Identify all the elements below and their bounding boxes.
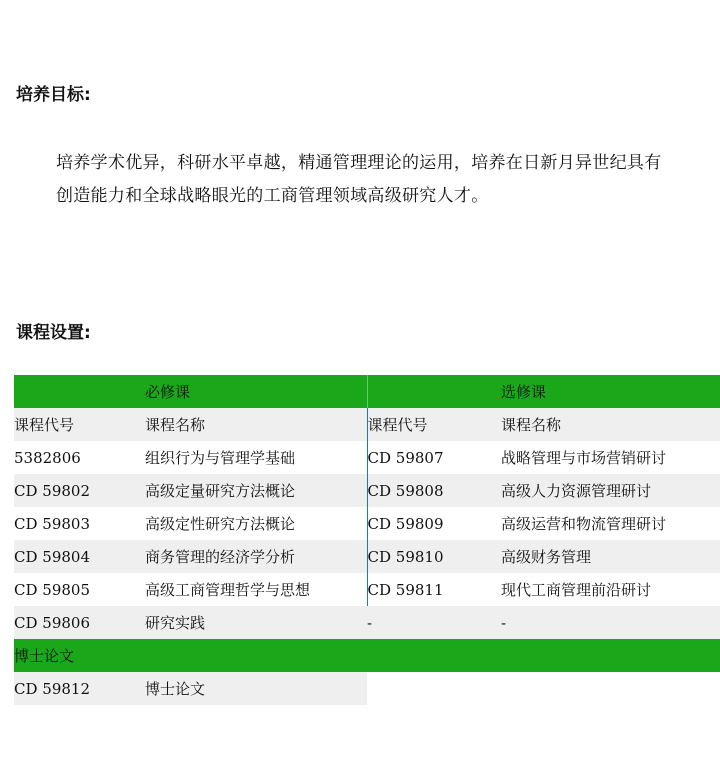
required-course-name: 高级工商管理哲学与思想 — [145, 573, 367, 606]
elective-course-code: CD 59807 — [367, 448, 444, 467]
elective-course-name: - — [501, 606, 720, 639]
goal-paragraph — [56, 147, 712, 213]
required-course-name: 组织行为与管理学基础 — [145, 441, 367, 474]
table-row — [14, 441, 720, 474]
table-row — [14, 474, 720, 507]
required-course-code: CD 59805 — [14, 580, 90, 599]
table-row — [14, 606, 720, 639]
required-course-code: CD 59803 — [14, 514, 90, 533]
elective-course-name: 高级人力资源管理研讨 — [501, 474, 720, 507]
required-course-code: CD 59802 — [14, 474, 145, 507]
table-row — [14, 672, 720, 705]
course-table — [14, 375, 720, 705]
course-heading: 课程设置: — [16, 323, 91, 343]
required-label: 必修课 — [145, 375, 367, 408]
required-course-code: 5382806 — [14, 448, 81, 467]
required-course-name: 商务管理的经济学分析 — [145, 540, 367, 573]
elective-label: 选修课 — [501, 375, 720, 408]
thesis-course-code: CD 59812 — [14, 672, 145, 705]
column-header-code: 课程代号 — [14, 408, 145, 441]
required-course-name: 高级定性研究方法概论 — [145, 507, 367, 540]
elective-course-name: 高级财务管理 — [501, 540, 720, 573]
elective-course-name: 高级运营和物流管理研讨 — [501, 515, 667, 533]
elective-course-code: CD 59808 — [367, 474, 501, 507]
goal-text-line-1: 培养学术优异，科研水平卓越，精通管理理论的运用，培养在日新月异世纪具有 — [56, 153, 662, 173]
column-header-name: 课程名称 — [501, 408, 720, 441]
thesis-header-row — [14, 639, 720, 672]
table-row — [14, 573, 720, 606]
column-header-code: 课程代号 — [367, 408, 501, 441]
table-row — [14, 540, 720, 573]
elective-course-code: CD 59811 — [367, 580, 444, 599]
elective-course-code: CD 59809 — [367, 514, 444, 533]
column-header-row — [14, 408, 720, 441]
elective-course-code: CD 59810 — [367, 540, 501, 573]
required-course-name: 研究实践 — [145, 606, 367, 639]
thesis-course-name: 博士论文 — [145, 672, 367, 705]
section-header-row — [14, 375, 720, 408]
required-course-code: CD 59804 — [14, 540, 145, 573]
elective-course-name: 战略管理与市场营销研讨 — [501, 449, 667, 467]
goal-text-line-2: 创造能力和全球战略眼光的工商管理领域高级研究人才。 — [56, 186, 489, 206]
table-row — [14, 507, 720, 540]
required-course-name: 高级定量研究方法概论 — [145, 474, 367, 507]
elective-course-name: 现代工商管理前沿研讨 — [501, 581, 652, 599]
column-header-name: 课程名称 — [145, 408, 367, 441]
thesis-label: 博士论文 — [14, 639, 720, 672]
goal-heading: 培养目标: — [16, 85, 91, 105]
required-course-code: CD 59806 — [14, 606, 145, 639]
elective-course-code: - — [367, 606, 501, 639]
